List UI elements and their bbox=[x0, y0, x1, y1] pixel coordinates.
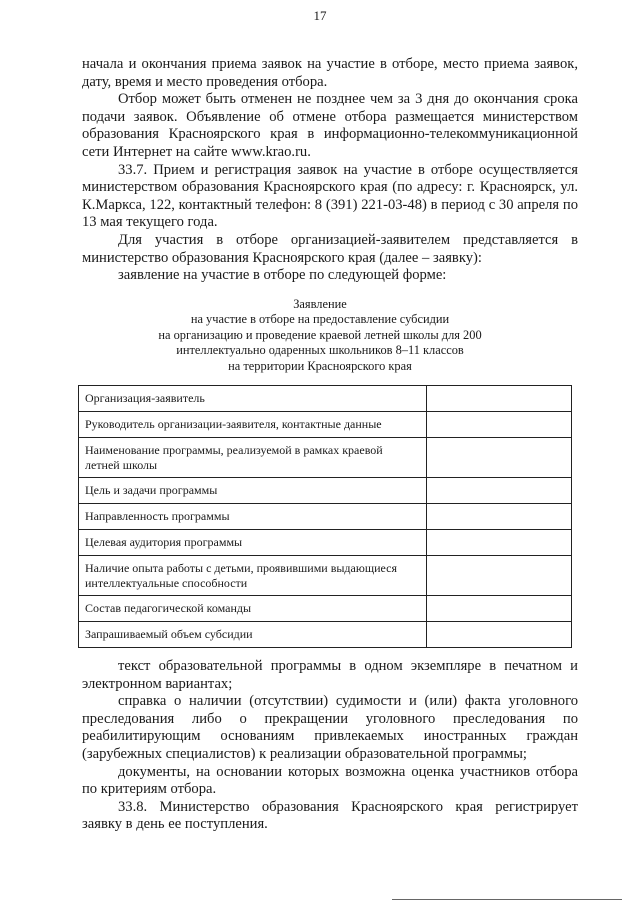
form-title-line: на участие в отборе на предоставление субсидии bbox=[190, 312, 450, 327]
paragraph: текст образовательной программы в одном экземпляре в печатном и электронном вариантах; bbox=[82, 658, 578, 692]
field-label: Наличие опыта работы с детьми, проявившими выдающиеся интеллектуальные способности bbox=[79, 556, 427, 596]
paragraph: справка о наличии (отсутствии) судимости и (или) факта уголовного преследования либо о прекращении уголовного преследования по реабилитирующим основаниям привлекаемых иностранных граждан (зарубежных специалистов) к реализации образовательной программы; bbox=[82, 693, 578, 762]
paragraph: Отбор может быть отменен не позднее чем за 3 дня до окончания срока подачи заявок. Объявление об отмене отбора размещается министерством образования Красноярского края в информационно-телекоммуникационной сети Интернет на сайте www.krao.ru. bbox=[82, 91, 578, 160]
table-row bbox=[79, 622, 572, 648]
field-value bbox=[427, 412, 572, 438]
form-title-line: интеллектуально одаренных школьников 8–11 классов bbox=[176, 343, 464, 358]
form-title-line: на организацию и проведение краевой летней школы для 200 bbox=[158, 327, 482, 342]
field-label: Запрашиваемый объем субсидии bbox=[79, 622, 427, 648]
table-row bbox=[79, 504, 572, 530]
table-row bbox=[79, 478, 572, 504]
field-value bbox=[427, 438, 572, 478]
form-title-line: на территории Красноярского края bbox=[228, 358, 412, 373]
field-label: Целевая аудитория программы bbox=[79, 530, 427, 556]
paragraph: 33.7. Прием и регистрация заявок на участие в отборе осуществляется министерством образования Красноярского края (по адресу: г. Красноярск, ул. К.Маркса, 122, контактный телефон: 8 (391) 221-03-48) в период с 30 апреля по 13 мая текущего года. bbox=[82, 161, 578, 231]
paragraph: 33.8. Министерство образования Красноярского края регистрирует заявку в день ее поступления. bbox=[82, 798, 578, 833]
table-row bbox=[79, 438, 572, 478]
table-row bbox=[79, 412, 572, 438]
field-label: Руководитель организации-заявителя, контактные данные bbox=[79, 412, 427, 438]
field-label: Состав педагогической команды bbox=[79, 596, 427, 622]
table-row bbox=[79, 386, 572, 412]
field-value bbox=[427, 386, 572, 412]
paragraph: заявление на участие в отборе по следующей форме: bbox=[118, 267, 447, 284]
field-label: Организация-заявитель bbox=[79, 386, 427, 412]
field-value bbox=[427, 622, 572, 648]
form-title bbox=[0, 297, 640, 374]
paragraph: начала и окончания приема заявок на участие в отборе, место приема заявок, дату, время и место проведения отбора. bbox=[82, 56, 578, 90]
top-text-block bbox=[82, 56, 578, 285]
field-label: Направленность программы bbox=[79, 504, 427, 530]
table-row bbox=[79, 530, 572, 556]
table-row bbox=[79, 596, 572, 622]
field-value bbox=[427, 504, 572, 530]
field-value bbox=[427, 478, 572, 504]
scan-edge-line bbox=[392, 899, 622, 900]
field-label: Цель и задачи программы bbox=[79, 478, 427, 504]
paragraph: документы, на основании которых возможна оценка участников отбора по критериям отбора. bbox=[82, 763, 578, 798]
field-value bbox=[427, 530, 572, 556]
field-label: Наименование программы, реализуемой в рамках краевой летней школы bbox=[79, 438, 427, 478]
field-value bbox=[427, 596, 572, 622]
bottom-text-block bbox=[82, 658, 578, 834]
page-number: 17 bbox=[313, 8, 327, 23]
form-title-line: Заявление bbox=[293, 297, 347, 311]
table-row bbox=[79, 556, 572, 596]
field-value bbox=[427, 556, 572, 596]
paragraph: Для участия в отборе организацией-заявителем представляется в министерство образования Красноярского края (далее – заявку): bbox=[82, 231, 578, 266]
application-form-table bbox=[78, 385, 572, 648]
